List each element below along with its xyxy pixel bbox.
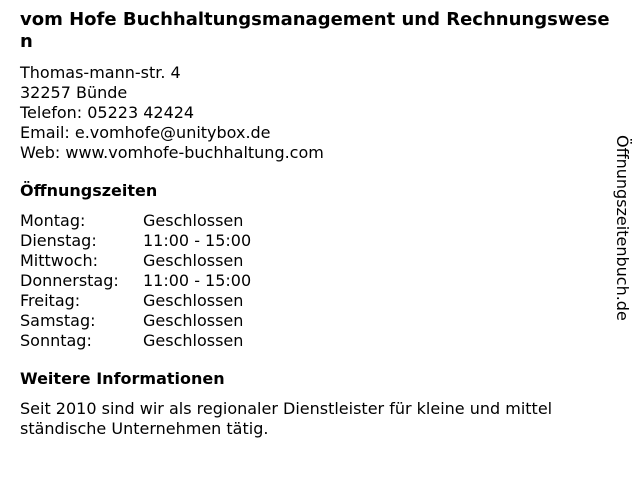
web-line: Web: www.vomhofe-buchhaltung.com: [20, 143, 324, 162]
day-label: Samstag:: [20, 311, 96, 330]
hours-row-sunday: [20, 331, 610, 351]
hours-value: Geschlossen: [143, 291, 244, 310]
hours-value: 11:00 - 15:00: [143, 231, 252, 250]
day-label: Dienstag:: [20, 231, 97, 250]
hours-row-saturday: [20, 311, 610, 331]
more-info-text: Seit 2010 sind wir als regionaler Dienstleister für kleine und mittel ständische Unternehmen tätig.: [20, 399, 553, 438]
opening-hours-table: [20, 211, 610, 351]
hours-row-friday: [20, 291, 610, 311]
phone-line: Telefon: 05223 42424: [20, 103, 195, 122]
day-label: Sonntag:: [20, 331, 92, 350]
more-info-heading: Weitere Informationen: [20, 369, 225, 388]
hours-value: Geschlossen: [143, 311, 244, 330]
business-card: [20, 9, 610, 439]
day-label: Mittwoch:: [20, 251, 98, 270]
email-line: Email: e.vomhofe@unitybox.de: [20, 123, 271, 142]
postal-city: 32257 Bünde: [20, 83, 128, 102]
business-title: vom Hofe Buchhaltungsmanagement und Rechnungswesen: [20, 9, 610, 52]
hours-value: 11:00 - 15:00: [143, 271, 252, 290]
hours-row-thursday: [20, 271, 610, 291]
side-brand-watermark: Öffnungszeitenbuch.de: [613, 135, 632, 321]
hours-row-monday: [20, 211, 610, 231]
day-label: Freitag:: [20, 291, 81, 310]
hours-row-wednesday: [20, 251, 610, 271]
hours-value: Geschlossen: [143, 331, 244, 350]
opening-hours-heading: Öffnungszeiten: [20, 181, 158, 200]
street-address: Thomas-mann-str. 4: [20, 63, 181, 82]
hours-value: Geschlossen: [143, 211, 244, 230]
day-label: Donnerstag:: [20, 271, 119, 290]
day-label: Montag:: [20, 211, 86, 230]
hours-value: Geschlossen: [143, 251, 244, 270]
contact-block: [20, 63, 610, 163]
hours-row-tuesday: [20, 231, 610, 251]
